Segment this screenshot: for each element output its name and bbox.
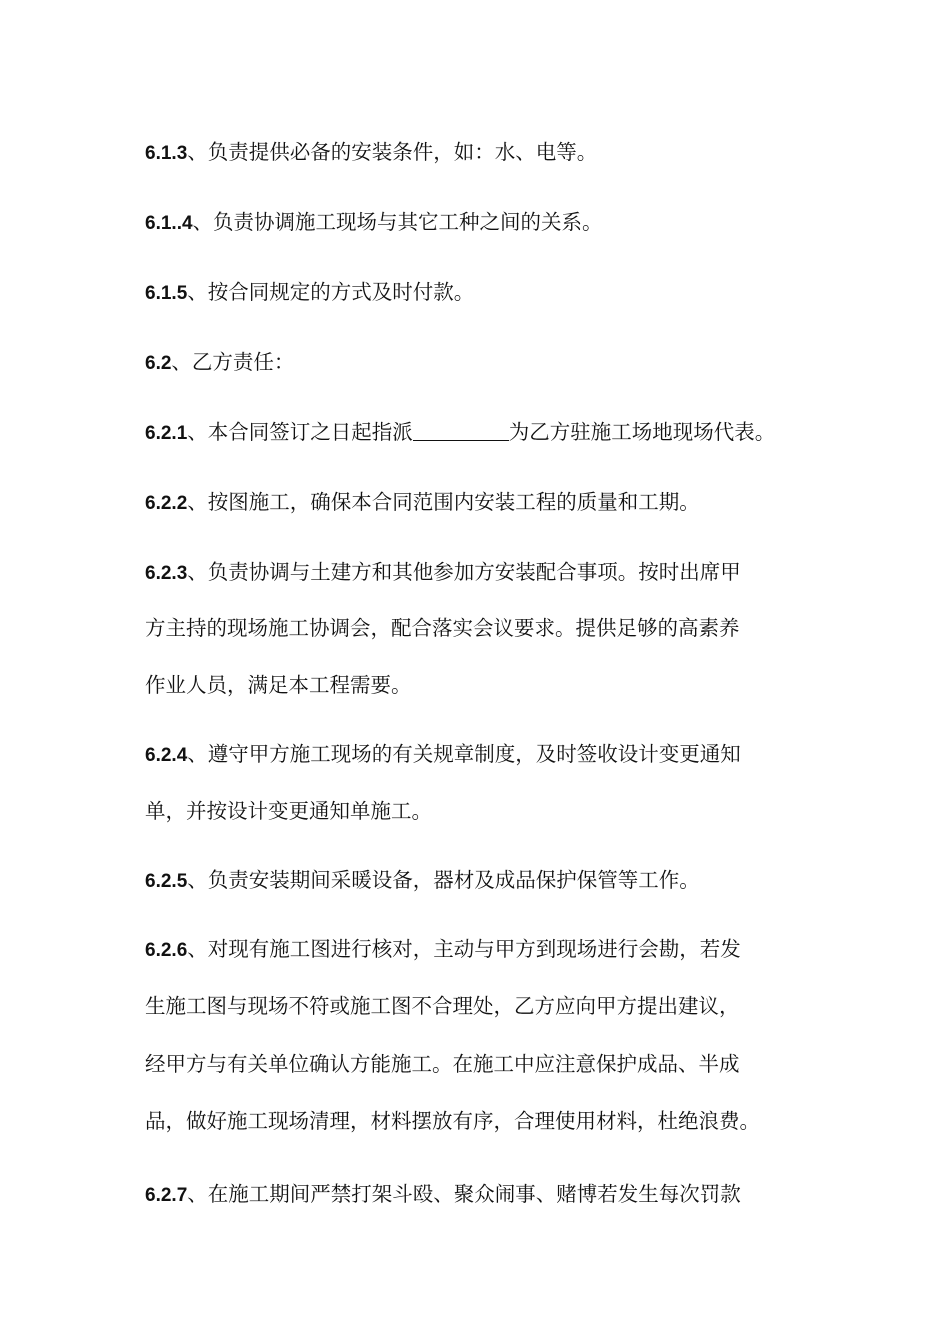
clause-number: 6.2.7 — [145, 1185, 188, 1206]
clause-6-2-7 — [145, 1180, 741, 1210]
clause-text: 、负责协调与土建方和其他参加方安装配合事项。按时出席甲 — [187, 560, 741, 584]
clause-number: 6.2.5 — [145, 871, 188, 892]
clause-text-continued: 品，做好施工现场清理，材料摆放有序，合理使用材料，杜绝浪费。 — [145, 1109, 760, 1133]
clause-6-1-3 — [145, 138, 597, 168]
clause-number: 6.1..4 — [145, 213, 193, 234]
clause-text: 、负责协调施工现场与其它工种之间的关系。 — [192, 210, 603, 234]
clause-text-continued: 作业人员，满足本工程需要。 — [145, 673, 412, 697]
clause-number: 6.1.5 — [145, 283, 188, 304]
clause-text: 、本合同签订之日起指派 — [187, 420, 413, 444]
clause-6-2-3-line-3 — [145, 671, 412, 699]
clause-text-continued: 方主持的现场施工协调会，配合落实会议要求。提供足够的高素养 — [145, 616, 740, 640]
clause-6-2-6 — [145, 935, 741, 965]
clause-6-1-4 — [145, 208, 603, 238]
clause-6-2-4 — [145, 740, 741, 770]
clause-6-2-1 — [145, 418, 775, 448]
clause-number: 6.2.3 — [145, 563, 188, 584]
section-6-2-heading — [145, 348, 294, 378]
clause-text-continued: 为乙方驻施工场地现场代表。 — [508, 420, 776, 444]
clause-text-continued: 经甲方与有关单位确认方能施工。在施工中应注意保护成品、半成 — [145, 1052, 740, 1076]
fill-in-blank-underline — [413, 420, 509, 441]
clause-text: 、按图施工，确保本合同范围内安装工程的质量和工期。 — [187, 490, 700, 514]
clause-6-2-5 — [145, 866, 700, 896]
clause-number: 6.2.2 — [145, 493, 188, 514]
clause-6-1-5 — [145, 278, 474, 308]
clause-text: 、对现有施工图进行核对，主动与甲方到现场进行会勘，若发 — [187, 937, 741, 961]
clause-number: 6.2.4 — [145, 745, 188, 766]
clause-6-2-6-line-3 — [145, 1050, 740, 1078]
clause-6-2-3-line-2 — [145, 614, 740, 642]
clause-6-2-4-line-2 — [145, 797, 432, 825]
clause-text: 、负责安装期间采暖设备，器材及成品保护保管等工作。 — [187, 868, 700, 892]
clause-6-2-2 — [145, 488, 700, 518]
clause-number: 6.2.1 — [145, 423, 188, 444]
clause-text: 、乙方责任： — [171, 350, 295, 374]
clause-text: 、按合同规定的方式及时付款。 — [187, 280, 475, 304]
clause-text: 、遵守甲方施工现场的有关规章制度，及时签收设计变更通知 — [187, 742, 741, 766]
clause-text-continued: 生施工图与现场不符或施工图不合理处，乙方应向甲方提出建议， — [145, 994, 740, 1018]
clause-6-2-6-line-4 — [145, 1107, 760, 1135]
clause-number: 6.2 — [145, 353, 172, 374]
clause-number: 6.1.3 — [145, 143, 188, 164]
clause-6-2-6-line-2 — [145, 992, 740, 1020]
clause-text: 、负责提供必备的安装条件，如：水、电等。 — [187, 140, 598, 164]
clause-text: 、在施工期间严禁打架斗殴、聚众闹事、赌博若发生每次罚款 — [187, 1182, 741, 1206]
clause-number: 6.2.6 — [145, 940, 188, 961]
clause-6-2-3 — [145, 558, 741, 588]
clause-text-continued: 单，并按设计变更通知单施工。 — [145, 799, 432, 823]
